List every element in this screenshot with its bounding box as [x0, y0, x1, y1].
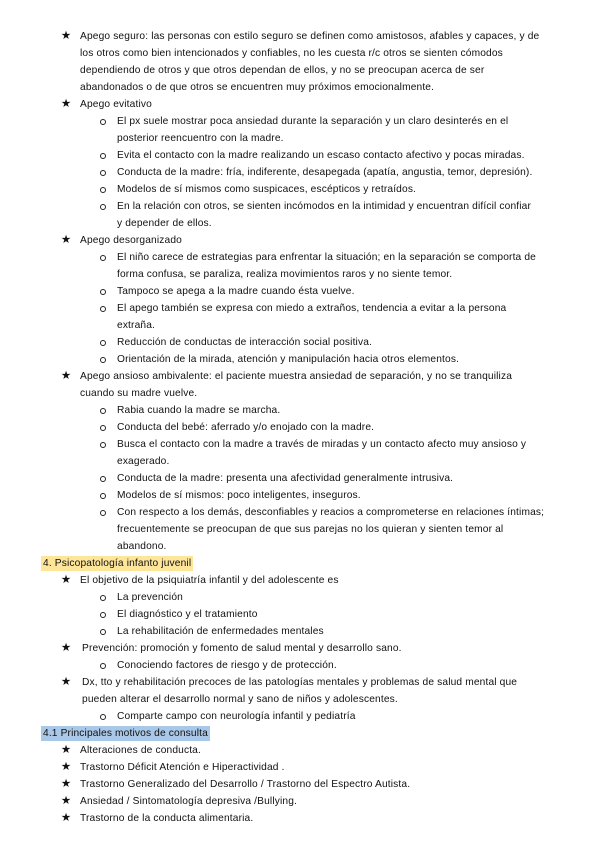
text-line: Ansiedad / Sintomatología depresiva /Bullying.: [80, 796, 298, 807]
text-line: exagerado.: [117, 456, 170, 467]
circle-bullet-icon: [100, 408, 106, 414]
circle-bullet-icon: [100, 170, 106, 176]
star-bullet-icon: ★: [60, 744, 72, 756]
text-line: Busca el contacto con la madre a través de miradas y un contacto afecto muy ansioso y: [117, 439, 527, 450]
text-line: frecuentemente se preocupan de que sus parejas no los quieran y sienten temor al: [117, 524, 504, 535]
star-bullet-icon: ★: [60, 761, 72, 773]
star-bullet-icon: ★: [60, 778, 72, 790]
text-line: abandonados o de que otros se encuentren muy próximos emocionalmente.: [80, 82, 435, 93]
text-line: y depender de ellos.: [117, 218, 212, 229]
text-line: los otros como bien intencionados y confiables, no les cuesta r/c otros se sienten cómodos: [80, 48, 503, 59]
text-line: posterior reencuentro con la madre.: [117, 133, 284, 144]
text-line: cuando su madre vuelve.: [80, 388, 198, 399]
text-line: Modelos de sí mismos como suspicaces, escépticos y retraídos.: [117, 184, 417, 195]
text-line: La rehabilitación de enfermedades mentales: [117, 626, 324, 637]
text-line: Conducta de la madre: fría, indiferente, desapegada (apatía, angustia, temor, depresión).: [117, 167, 533, 178]
text-line: Comparte campo con neurología infantil y pediatría: [117, 711, 356, 722]
section-heading: 4. Psicopatología infanto juvenil: [43, 558, 192, 569]
circle-bullet-icon: [100, 255, 106, 261]
text-line: Conducta del bebé: aferrado y/o enojado con la madre.: [117, 422, 375, 433]
text-line: pueden alterar el desarrollo normal y sano de niños y adolescentes.: [82, 694, 398, 705]
circle-bullet-icon: [100, 357, 106, 363]
star-bullet-icon: ★: [60, 574, 72, 586]
circle-bullet-icon: [100, 476, 106, 482]
text-line: En la relación con otros, se sienten incómodos en la intimidad y encuentran difícil confiar: [117, 201, 532, 212]
text-line: Prevención: promoción y fomento de salud mental y desarrollo sano.: [82, 643, 402, 654]
text-line: Apego desorganizado: [80, 235, 182, 246]
text-line: forma confusa, se paraliza, realiza movimientos raros y no siente temor.: [117, 269, 453, 280]
text-line: Con respecto a los demás, desconfiables y reacios a comprometerse en relaciones íntimas;: [117, 507, 545, 518]
circle-bullet-icon: [100, 629, 106, 635]
text-line: Conducta de la madre: presenta una afectividad generalmente intrusiva.: [117, 473, 454, 484]
text-line: Alteraciones de conducta.: [80, 745, 201, 756]
star-bullet-icon: ★: [60, 676, 72, 688]
circle-bullet-icon: [100, 425, 106, 431]
text-line: Orientación de la mirada, atención y manipulación hacia otros elementos.: [117, 354, 460, 365]
text-line: Tampoco se apega a la madre cuando ésta vuelve.: [117, 286, 355, 297]
text-line: Conociendo factores de riesgo y de protección.: [117, 660, 337, 671]
text-line: Dx, tto y rehabilitación precoces de las patologías mentales y problemas de salud mental que: [82, 677, 518, 688]
text-line: El niño carece de estrategias para enfrentar la situación; en la separación se comporta de: [117, 252, 536, 263]
text-line: Trastorno de la conducta alimentaria.: [80, 813, 254, 824]
text-line: Rabia cuando la madre se marcha.: [117, 405, 281, 416]
text-line: Trastorno Generalizado del Desarrollo / Trastorno del Espectro Autista.: [80, 779, 411, 790]
circle-bullet-icon: [100, 714, 106, 720]
text-line: Evita el contacto con la madre realizando un escaso contacto afectivo y pocas miradas.: [117, 150, 525, 161]
circle-bullet-icon: [100, 153, 106, 159]
text-line: El px suele mostrar poca ansiedad durante la separación y un claro desinterés en el: [117, 116, 509, 127]
circle-bullet-icon: [100, 119, 106, 125]
circle-bullet-icon: [100, 612, 106, 618]
circle-bullet-icon: [100, 442, 106, 448]
text-line: Apego evitativo: [80, 99, 152, 110]
star-bullet-icon: ★: [60, 642, 72, 654]
circle-bullet-icon: [100, 595, 106, 601]
star-bullet-icon: ★: [60, 30, 72, 42]
circle-bullet-icon: [100, 663, 106, 669]
text-line: Apego seguro: las personas con estilo seguro se definen como amistosos, afables y capaces, y de: [80, 31, 540, 42]
text-line: abandono.: [117, 541, 167, 552]
text-line: Apego ansioso ambivalente: el paciente muestra ansiedad de separación, y no se tranquiliza: [80, 371, 513, 382]
circle-bullet-icon: [100, 510, 106, 516]
subsection-heading: 4.1 Principales motivos de consulta: [43, 728, 208, 739]
circle-bullet-icon: [100, 187, 106, 193]
circle-bullet-icon: [100, 340, 106, 346]
circle-bullet-icon: [100, 289, 106, 295]
star-bullet-icon: ★: [60, 370, 72, 382]
star-bullet-icon: ★: [60, 812, 72, 824]
text-line: El diagnóstico y el tratamiento: [117, 609, 258, 620]
text-line: El apego también se expresa con miedo a extraños, tendencia a evitar a la persona: [117, 303, 507, 314]
star-bullet-icon: ★: [60, 234, 72, 246]
text-line: Modelos de sí mismos: poco inteligentes, inseguros.: [117, 490, 361, 501]
star-bullet-icon: ★: [60, 98, 72, 110]
circle-bullet-icon: [100, 493, 106, 499]
text-line: dependiendo de otros y que otros dependan de ellos, y no se preocupan acerca de ser: [80, 65, 485, 76]
text-line: El objetivo de la psiquiatría infantil y del adolescente es: [80, 575, 339, 586]
text-line: Reducción de conductas de interacción social positiva.: [117, 337, 373, 348]
circle-bullet-icon: [100, 204, 106, 210]
star-bullet-icon: ★: [60, 795, 72, 807]
text-line: La prevención: [117, 592, 183, 603]
circle-bullet-icon: [100, 306, 106, 312]
text-line: Trastorno Déficit Atención e Hiperactividad .: [80, 762, 285, 773]
text-line: extraña.: [117, 320, 156, 331]
